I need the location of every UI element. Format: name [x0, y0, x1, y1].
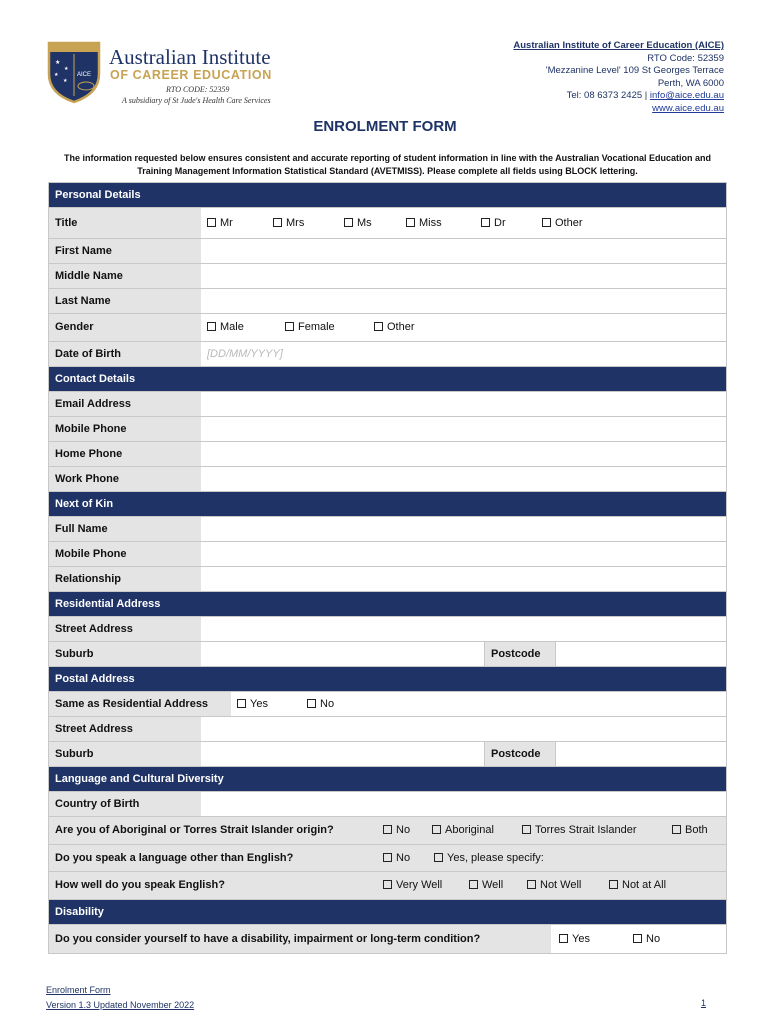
checkbox-icon	[522, 825, 531, 834]
contact-tel-line	[513, 90, 724, 103]
footer-doc-name: Enrolment Form	[46, 985, 111, 995]
checkbox-icon	[344, 218, 353, 227]
postal-postcode-label: Postcode	[484, 742, 556, 766]
email-row	[49, 392, 726, 417]
atsi-row	[49, 817, 726, 845]
option-label: Male	[220, 321, 244, 333]
svg-text:★: ★	[63, 78, 68, 84]
checkbox-icon	[383, 825, 392, 834]
svg-text:★: ★	[64, 66, 69, 72]
option-label: Well	[482, 879, 504, 891]
kin-full-name-field[interactable]	[201, 517, 726, 541]
checkbox-icon	[406, 218, 415, 227]
option-label: Aboriginal	[445, 824, 494, 836]
intro-text: The information requested below ensures consistent and accurate reporting of student information in line with the Australian Vocational Education and Training Management Information Statistical Standard (AVETMISS). Please complete all fields using BLOCK lettering.	[63, 153, 712, 176]
checkbox-icon	[207, 322, 216, 331]
section-residential-address: Residential Address	[49, 592, 726, 617]
postal-same-label: Same as Residential Address	[49, 692, 231, 716]
contact-web-link[interactable]: www.aice.edu.au	[652, 102, 724, 114]
title-option-mrs[interactable]	[273, 208, 304, 238]
contact-address2: Perth, WA 6000	[657, 77, 724, 89]
atsi-option-aboriginal[interactable]	[432, 817, 494, 844]
svg-text:★: ★	[54, 72, 59, 78]
logo-subsidiary: A subsidiary of St Jude's Health Care Services	[122, 96, 271, 105]
section-personal-details: Personal Details	[49, 183, 726, 208]
option-label: Both	[685, 824, 708, 836]
kin-relationship-label: Relationship	[49, 567, 201, 591]
title-option-mr[interactable]	[207, 208, 233, 238]
option-label: Yes, please specify:	[447, 852, 544, 864]
checkbox-icon	[383, 880, 392, 889]
option-label: Other	[555, 217, 583, 229]
checkbox-icon	[559, 934, 568, 943]
title-label: Title	[49, 208, 201, 238]
country-row	[49, 792, 726, 817]
checkbox-icon	[481, 218, 490, 227]
checkbox-icon	[273, 218, 282, 227]
shield-text: AICE	[77, 72, 92, 78]
postal-same-option-yes[interactable]	[237, 692, 268, 716]
kin-full-name-row	[49, 517, 726, 542]
postal-same-option-no[interactable]	[307, 692, 334, 716]
option-label: Ms	[357, 217, 372, 229]
mobile-row	[49, 417, 726, 442]
contact-email-link[interactable]: info@aice.edu.au	[649, 90, 724, 102]
checkbox-icon	[432, 825, 441, 834]
lote-option-no[interactable]	[383, 845, 410, 871]
atsi-options	[377, 817, 726, 844]
res-suburb-row	[49, 642, 726, 667]
home-phone-row	[49, 442, 726, 467]
country-label: Country of Birth	[49, 792, 201, 816]
postal-street-field[interactable]	[201, 717, 726, 741]
english-option-well[interactable]	[469, 872, 503, 899]
home-phone-label: Home Phone	[49, 442, 201, 466]
atsi-option-no[interactable]	[383, 817, 410, 844]
gender-option-male[interactable]	[207, 314, 244, 341]
first-name-label: First Name	[49, 239, 201, 263]
english-option-very-well[interactable]	[383, 872, 442, 899]
last-name-field[interactable]	[201, 289, 726, 313]
title-option-miss[interactable]	[406, 208, 442, 238]
res-street-row	[49, 617, 726, 642]
kin-relationship-row	[49, 567, 726, 592]
last-name-label: Last Name	[49, 289, 201, 313]
checkbox-icon	[237, 699, 246, 708]
checkbox-icon	[383, 853, 392, 862]
checkbox-icon	[307, 699, 316, 708]
gender-row	[49, 314, 726, 342]
title-options	[201, 208, 726, 238]
contact-block	[513, 40, 724, 116]
checkbox-icon	[672, 825, 681, 834]
section-next-of-kin: Next of Kin	[49, 492, 726, 517]
english-label: How well do you speak English?	[49, 872, 377, 899]
section-language-cultural: Language and Cultural Diversity	[49, 767, 726, 792]
lote-option-yes[interactable]	[434, 845, 544, 871]
logo-name-line2: OF CAREER EDUCATION	[110, 68, 272, 82]
postal-suburb-row	[49, 742, 726, 767]
res-postcode-field[interactable]	[556, 642, 726, 666]
contact-tel: Tel: 08 6373 2425 |	[566, 90, 650, 102]
english-options	[377, 872, 726, 899]
disability-row	[49, 925, 726, 954]
kin-relationship-field[interactable]	[201, 567, 726, 591]
option-label: Very Well	[396, 879, 443, 891]
checkbox-icon	[527, 880, 536, 889]
option-label: Dr	[494, 217, 506, 229]
lote-row	[49, 845, 726, 872]
country-field[interactable]	[201, 792, 726, 816]
option-label: Not at All	[622, 879, 667, 891]
logo-name-line1: Australian Institute	[109, 45, 271, 69]
page-footer	[46, 984, 194, 1012]
checkbox-icon	[374, 322, 383, 331]
postal-street-label: Street Address	[49, 717, 201, 741]
contact-address1: 'Mezzanine Level' 109 St Georges Terrace	[545, 65, 724, 77]
lote-label: Do you speak a language other than English?	[49, 845, 377, 871]
gender-label: Gender	[49, 314, 201, 341]
dob-row	[49, 342, 726, 367]
aice-logo	[46, 40, 306, 110]
svg-text:★: ★	[55, 60, 61, 66]
res-suburb-field[interactable]	[201, 642, 484, 666]
first-name-row	[49, 239, 726, 264]
title-row	[49, 208, 726, 239]
option-label: No	[396, 824, 411, 836]
kin-mobile-label: Mobile Phone	[49, 542, 201, 566]
postal-same-options	[231, 692, 726, 716]
res-street-label: Street Address	[49, 617, 201, 641]
option-label: Female	[298, 321, 335, 333]
option-label: Mr	[220, 217, 233, 229]
checkbox-icon	[542, 218, 551, 227]
option-label: Mrs	[286, 217, 305, 229]
email-field[interactable]	[201, 392, 726, 416]
english-option-not-at-all[interactable]	[609, 872, 666, 899]
title-option-ms[interactable]	[344, 208, 372, 238]
option-label: No	[320, 698, 335, 710]
title-option-dr[interactable]	[481, 208, 506, 238]
work-phone-label: Work Phone	[49, 467, 201, 491]
english-option-not-well[interactable]	[527, 872, 581, 899]
mobile-label: Mobile Phone	[49, 417, 201, 441]
res-suburb-label: Suburb	[49, 642, 201, 666]
section-disability: Disability	[49, 900, 726, 925]
middle-name-row	[49, 264, 726, 289]
res-postcode-label: Postcode	[484, 642, 556, 666]
work-phone-field[interactable]	[201, 467, 726, 491]
form-title: ENROLMENT FORM	[313, 118, 457, 135]
checkbox-icon	[469, 880, 478, 889]
first-name-field[interactable]	[201, 239, 726, 263]
postal-same-row	[49, 692, 726, 717]
checkbox-icon	[609, 880, 618, 889]
title-option-other[interactable]	[542, 208, 583, 238]
work-phone-row	[49, 467, 726, 492]
dob-label: Date of Birth	[49, 342, 201, 366]
contact-org: Australian Institute of Career Education (AICE)	[513, 40, 724, 51]
footer-version: Version 1.3 Updated November 2022	[46, 1000, 195, 1010]
contact-rto: RTO Code: 52359	[647, 52, 724, 64]
logo-rto: RTO CODE: 52359	[166, 85, 230, 94]
last-name-row	[49, 289, 726, 314]
checkbox-icon	[207, 218, 216, 227]
postal-suburb-label: Suburb	[49, 742, 201, 766]
gender-options	[201, 314, 726, 341]
kin-full-name-label: Full Name	[49, 517, 201, 541]
postal-postcode-field[interactable]	[556, 742, 726, 766]
page-number: 1	[700, 998, 706, 1008]
atsi-option-both[interactable]	[672, 817, 708, 844]
option-label: Yes	[572, 933, 590, 945]
option-label: No	[396, 852, 411, 864]
gender-option-female[interactable]	[285, 314, 335, 341]
checkbox-icon	[633, 934, 642, 943]
option-label: Torres Strait Islander	[535, 824, 637, 836]
atsi-label: Are you of Aboriginal or Torres Strait Islander origin?	[49, 817, 377, 844]
option-label: Not Well	[540, 879, 582, 891]
dob-placeholder: [DD/MM/YYYY]	[207, 348, 283, 360]
disability-option-no[interactable]	[633, 925, 660, 953]
option-label: Other	[387, 321, 415, 333]
enrolment-form	[48, 182, 727, 954]
shield-logo-icon	[46, 40, 102, 104]
kin-mobile-row	[49, 542, 726, 567]
res-street-field[interactable]	[201, 617, 726, 641]
option-label: Miss	[419, 217, 442, 229]
email-label: Email Address	[49, 392, 201, 416]
middle-name-field[interactable]	[201, 264, 726, 288]
mobile-field[interactable]	[201, 417, 726, 441]
disability-label: Do you consider yourself to have a disability, impairment or long-term condition?	[49, 925, 551, 953]
dob-field[interactable]	[201, 342, 726, 366]
section-contact-details: Contact Details	[49, 367, 726, 392]
disability-options	[551, 925, 726, 953]
atsi-option-tsi[interactable]	[522, 817, 636, 844]
section-postal-address: Postal Address	[49, 667, 726, 692]
checkbox-icon	[434, 853, 443, 862]
disability-option-yes[interactable]	[559, 925, 590, 953]
option-label: Yes	[250, 698, 268, 710]
option-label: No	[646, 933, 661, 945]
kin-mobile-field[interactable]	[201, 542, 726, 566]
postal-suburb-field[interactable]	[201, 742, 484, 766]
checkbox-icon	[285, 322, 294, 331]
lote-options	[377, 845, 726, 871]
gender-option-other[interactable]	[374, 314, 415, 341]
home-phone-field[interactable]	[201, 442, 726, 466]
english-row	[49, 872, 726, 900]
middle-name-label: Middle Name	[49, 264, 201, 288]
postal-street-row	[49, 717, 726, 742]
